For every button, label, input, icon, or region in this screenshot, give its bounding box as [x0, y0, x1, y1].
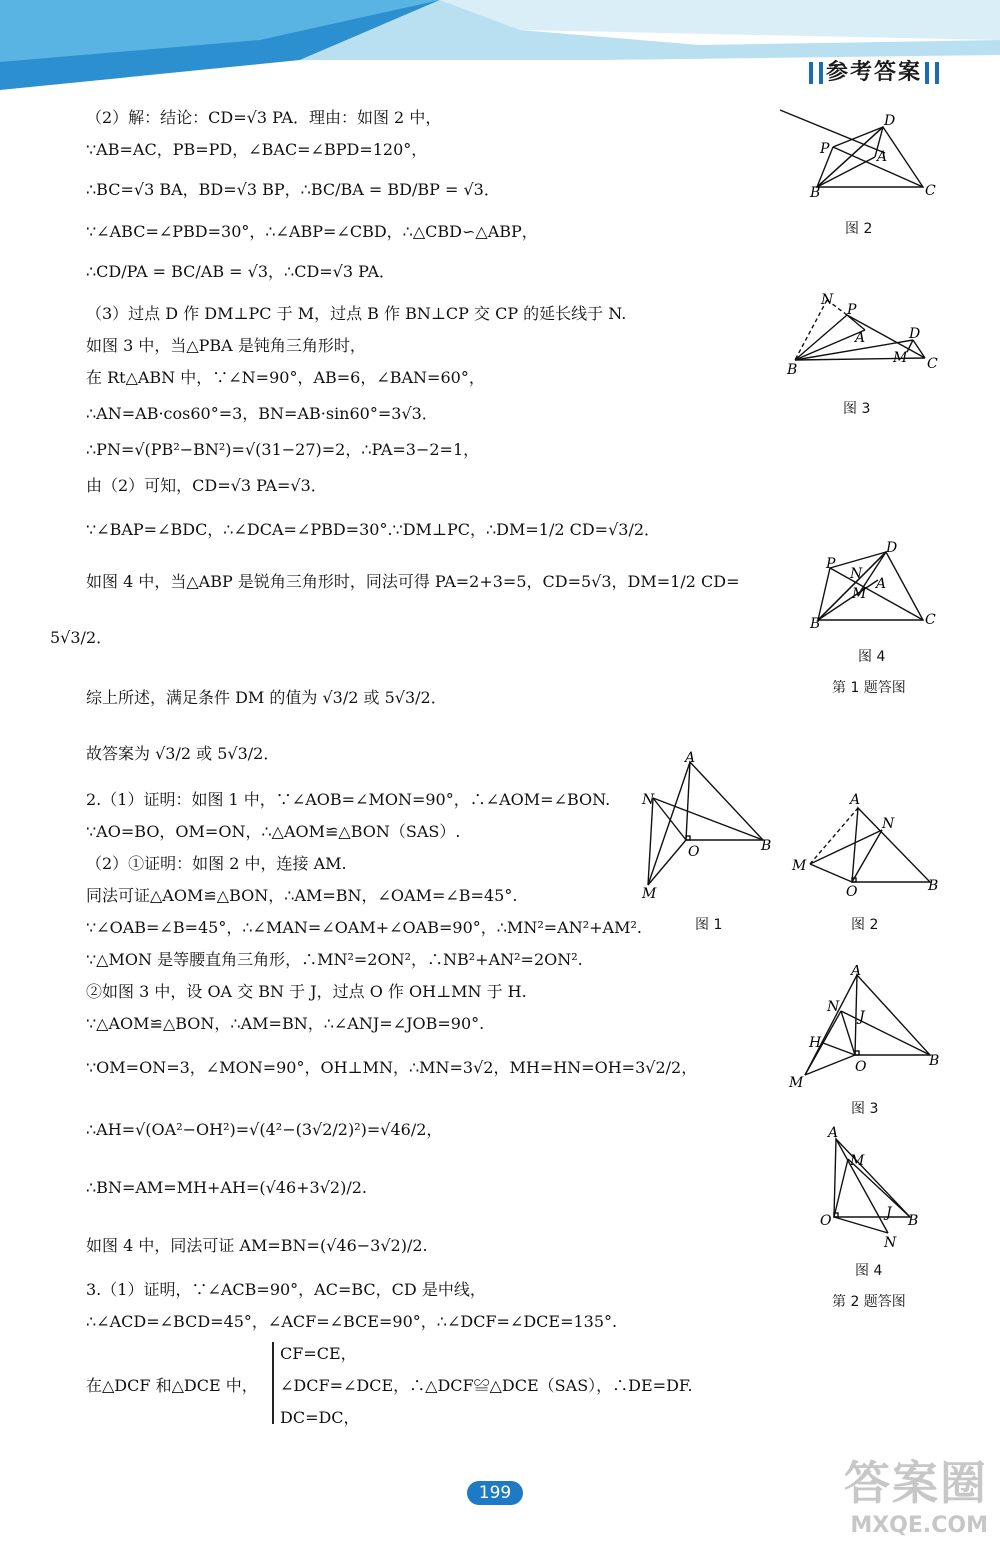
figure-caption: 图 4 [858, 649, 886, 665]
text-line: 如图 3 中，当△PBA 是钝角三角形时， [86, 336, 366, 355]
q2-figure-1 [638, 750, 778, 905]
text-line: ∵△AOM≌△BON，∴AM=BN，∴∠ANJ=∠JOB=90°. [86, 1014, 485, 1033]
text-line: ∴AN=AB·cos60°=3，BN=AB·sin60°=3√3． [86, 404, 438, 423]
q1-figure-4 [808, 540, 948, 635]
svg-text:N: N [884, 1235, 897, 1250]
svg-text:P: P [826, 556, 836, 572]
figure-caption: 图 2 [845, 221, 873, 237]
figure-caption: 图 2 [851, 917, 879, 933]
figure-caption: 图 3 [851, 1101, 879, 1117]
text-line: CF=CE， [280, 1344, 357, 1363]
svg-text:J: J [859, 1009, 865, 1025]
svg-text:P: P [820, 141, 830, 157]
svg-text:A: A [850, 792, 861, 808]
svg-text:D: D [909, 326, 921, 342]
q1-figure-3 [785, 290, 945, 380]
text-line: ∵OM=ON=3，∠MON=90°，OH⊥MN，∴MN=3√2，MH=HN=OH=3√2/2， [86, 1058, 698, 1077]
svg-text:N: N [882, 816, 895, 832]
text-line: ②如图 3 中，设 OA 交 BN 于 J，过点 O 作 OH⊥MN 于 H. [86, 982, 527, 1001]
svg-text:B: B [787, 362, 798, 378]
svg-text:H: H [809, 1035, 822, 1051]
figure-caption: 图 4 [855, 1263, 883, 1279]
text-line: 如图 4 中，当△ABP 是锐角三角形时，同法可得 PA=2+3=5，CD=5√3，DM=1/2 CD= [86, 572, 740, 591]
text-line: 5√3/2． [50, 628, 113, 647]
svg-text:D: D [886, 540, 898, 556]
text-line: 在△DCF 和△DCE 中， [86, 1376, 258, 1395]
svg-text:N: N [850, 566, 863, 582]
q2-figure-2 [790, 790, 950, 900]
svg-text:M: M [852, 586, 867, 602]
figure-caption: 图 3 [843, 401, 871, 417]
svg-text:A: A [828, 1125, 839, 1141]
svg-text:C: C [925, 612, 936, 628]
text-line: ∵AO=BO，OM=ON，∴△AOM≌△BON（SAS）. [86, 822, 461, 841]
svg-text:N: N [642, 792, 655, 808]
svg-text:J: J [886, 1205, 892, 1221]
svg-text:B: B [929, 1053, 940, 1069]
svg-text:B: B [810, 185, 821, 201]
text-line: ∴PN=√(PB²−BN²)=√(31−27)=2，∴PA=3−2=1， [86, 440, 480, 459]
svg-text:N: N [827, 999, 840, 1015]
svg-text:O: O [855, 1059, 867, 1075]
svg-text:M: M [792, 858, 807, 874]
text-line: 综上所述，满足条件 DM 的值为 √3/2 或 5√3/2． [86, 688, 447, 707]
text-line: （2）解：结论：CD=√3 PA．理由：如图 2 中， [86, 108, 442, 127]
svg-text:B: B [761, 838, 772, 854]
figure-caption: 图 1 [695, 917, 723, 933]
text-line: 3.（1）证明，∵∠ACB=90°，AC=BC，CD 是中线， [86, 1280, 486, 1299]
text-line: 由（2）可知，CD=√3 PA=√3． [86, 476, 327, 495]
text-line: ∠DCF=∠DCE，∴△DCF≌△DCE（SAS），∴DE=DF. [280, 1376, 693, 1395]
svg-text:C: C [927, 356, 938, 372]
svg-text:C: C [925, 183, 936, 199]
watermark-logo: 答案圈 MXQE.COM [844, 1456, 988, 1538]
svg-text:A: A [851, 965, 862, 979]
svg-text:O: O [846, 884, 858, 900]
text-line: ∴CD/PA = BC/AB = √3，∴CD=√3 PA． [86, 262, 395, 281]
text-line: （2）①证明：如图 2 中，连接 AM. [86, 854, 347, 873]
svg-text:B: B [928, 878, 939, 894]
svg-text:N: N [821, 292, 834, 308]
text-line: 如图 4 中，同法可证 AM=BN=(√46−3√2)/2. [86, 1236, 428, 1255]
text-line: ∴AH=√(OA²−OH²)=√(4²−(3√2/2)²)=√46/2， [86, 1120, 443, 1139]
text-line: ∵∠OAB=∠B=45°，∴∠MAN=∠OAM+∠OAB=90°，∴MN²=AN²+AM². [86, 918, 642, 937]
text-line: 2.（1）证明：如图 1 中，∵∠AOB=∠MON=90°，∴∠AOM=∠BON. [86, 790, 611, 809]
svg-text:A: A [685, 750, 696, 766]
text-line: ∵AB=AC，PB=PD，∠BAC=∠BPD=120°， [86, 140, 428, 159]
svg-text:A: A [877, 149, 888, 165]
text-line: 故答案为 √3/2 或 5√3/2． [86, 744, 280, 763]
figure-group-caption: 第 2 题答图 [832, 1294, 906, 1310]
text-line: ∴∠ACD=∠BCD=45°，∠ACF=∠BCE=90°，∴∠DCF=∠DCE=135°. [86, 1312, 618, 1331]
svg-text:M: M [642, 886, 657, 902]
text-line: ∵∠ABC=∠PBD=30°，∴∠ABP=∠CBD，∴△CBD∽△ABP， [86, 222, 538, 241]
svg-text:D: D [884, 113, 896, 129]
text-line: 在 Rt△ABN 中，∵∠N=90°，AB=6，∠BAN=60°， [86, 368, 485, 387]
svg-text:M: M [850, 1153, 865, 1169]
text-line: （3）过点 D 作 DM⊥PC 于 M，过点 B 作 BN⊥CP 交 CP 的延长线于 N. [86, 304, 627, 323]
svg-text:A: A [855, 330, 866, 346]
svg-text:O: O [820, 1213, 832, 1229]
page-number: 199 [467, 1481, 523, 1505]
q1-figure-2 [775, 105, 945, 205]
svg-text:M: M [789, 1075, 804, 1090]
svg-text:B: B [908, 1213, 919, 1229]
system-brace [272, 1342, 274, 1424]
section-title: 参考答案 [806, 55, 942, 86]
svg-text:O: O [688, 844, 700, 860]
text-line: ∴BN=AM=MH+AH=(√46+3√2)/2. [86, 1178, 367, 1197]
svg-text:A: A [876, 576, 887, 592]
text-line: ∵∠BAP=∠BDC，∴∠DCA=∠PBD=30°.∵DM⊥PC，∴DM=1/2 CD=√3/2． [86, 520, 661, 539]
figure-group-caption: 第 1 题答图 [832, 680, 906, 696]
text-line: ∴BC=√3 BA，BD=√3 BP，∴BC/BA = BD/BP = √3． [86, 180, 500, 199]
text-line: ∵△MON 是等腰直角三角形，∴MN²=2ON²，∴NB²+AN²=2ON². [86, 950, 583, 969]
svg-text:P: P [847, 302, 857, 318]
text-line: DC=DC， [280, 1408, 360, 1427]
svg-text:M: M [893, 350, 908, 366]
svg-text:B: B [810, 616, 821, 632]
q2-figure-4 [818, 1125, 938, 1250]
q2-figure-3 [785, 965, 945, 1090]
text-line: 同法可证△AOM≌△BON，∴AM=BN，∠OAM=∠B=45°. [86, 886, 518, 905]
